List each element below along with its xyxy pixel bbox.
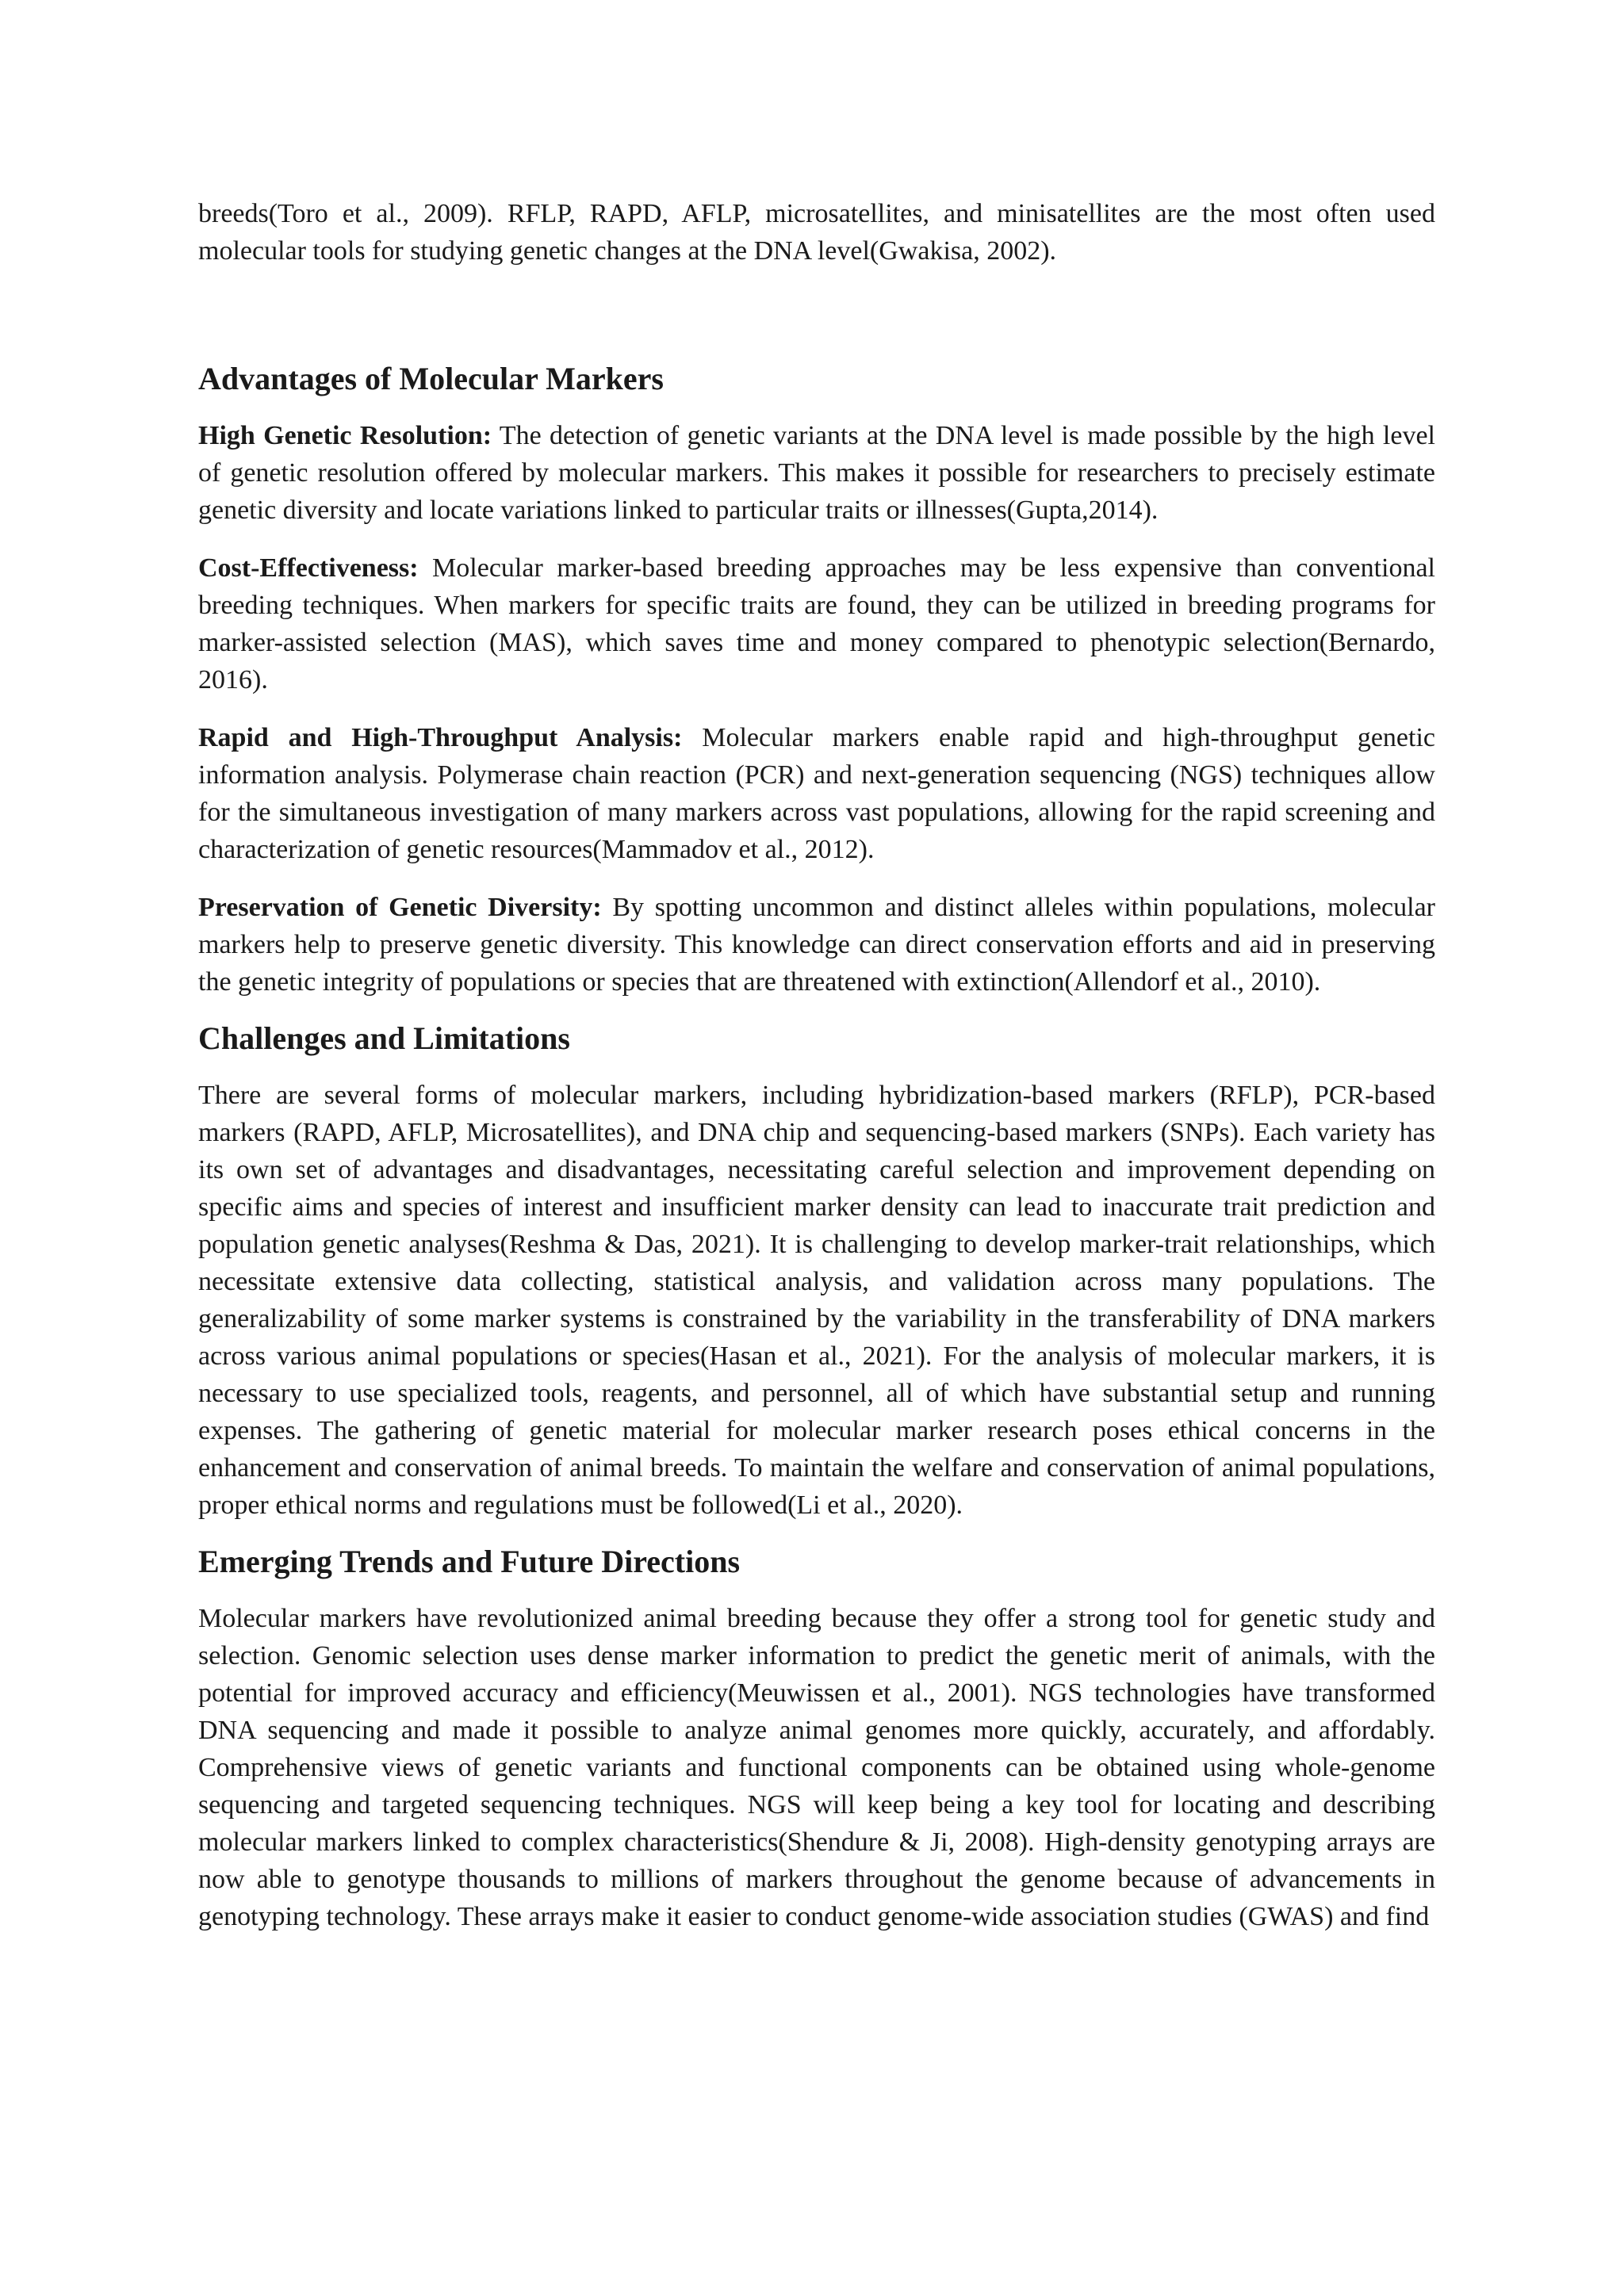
advantage-text: By spotting uncommon and distinct alleles within populations, molecular markers help to preserve genetic diversity. This knowledge can direct conservation efforts and aid in preserving the genetic integrity of populations or species that are threatened with extinction(Allendorf et al., 2010).	[198, 893, 1435, 997]
advantages-heading: Advantages of Molecular Markers	[198, 361, 664, 396]
advantage-text: Molecular markers enable rapid and high-throughput genetic information analysis. Polymerase chain reaction (PCR) and next-generation sequencing (NGS) techniques allow for the simultaneous investigation of many markers across vast populations, allowing for the rapid screening and characterization of genetic resources(Mammadov et al., 2012).	[198, 723, 1435, 864]
advantage-lead: Cost-Effectiveness:	[198, 553, 419, 583]
advantage-preservation-diversity	[198, 889, 1435, 1001]
advantage-high-genetic-resolution	[198, 417, 1435, 529]
challenges-paragraph: There are several forms of molecular markers, including hybridization-based markers (RFLP), PCR-based markers (RAPD, AFLP, Microsatellites), and DNA chip and sequencing-based markers (SNPs). Each variety has its own set of advantages and disadvantages, necessitating careful selection and improvement depending on specific aims and species of interest and insufficient marker density can lead to inaccurate trait prediction and population genetic analyses(Reshma & Das, 2021). It is challenging to develop marker-trait relationships, which necessitate extensive data collecting, statistical analysis, and validation across many populations. The generalizability of some marker systems is constrained by the variability in the transferability of DNA markers across various animal populations or species(Hasan et al., 2021). For the analysis of molecular markers, it is necessary to use specialized tools, reagents, and personnel, all of which have substantial setup and running expenses. The gathering of genetic material for molecular marker research poses ethical concerns in the enhancement and conservation of animal breeds. To maintain the welfare and conservation of animal populations, proper ethical norms and regulations must be followed(Li et al., 2020).	[198, 1081, 1435, 1520]
challenges-heading: Challenges and Limitations	[198, 1020, 570, 1056]
intro-paragraph: breeds(Toro et al., 2009). RFLP, RAPD, AFLP, microsatellites, and minisatellites are the most often used molecular tools for studying genetic changes at the DNA level(Gwakisa, 2002).	[198, 199, 1435, 266]
advantage-rapid-high-throughput	[198, 719, 1435, 868]
advantage-cost-effectiveness	[198, 549, 1435, 698]
trends-heading: Emerging Trends and Future Directions	[198, 1544, 741, 1579]
advantage-text: The detection of genetic variants at the DNA level is made possible by the high level of genetic resolution offered by molecular markers. This makes it possible for researchers to precisely estimate genetic diversity and locate variations linked to particular traits or illnesses(Gupta,2014).	[198, 421, 1436, 525]
advantage-lead: Rapid and High-Throughput Analysis:	[198, 723, 683, 752]
advantage-lead: Preservation of Genetic Diversity:	[198, 893, 602, 922]
advantage-text: Molecular marker-based breeding approaches may be less expensive than conventional breeding techniques. When markers for specific traits are found, they can be utilized in breeding programs for marker-assisted selection (MAS), which saves time and money compared to phenotypic selection(Bernardo, 2016).	[198, 553, 1435, 695]
advantage-lead: High Genetic Resolution:	[198, 421, 492, 450]
trends-paragraph: Molecular markers have revolutionized animal breeding because they offer a strong tool for genetic study and selection. Genomic selection uses dense marker information to predict the genetic merit of animals, with the potential for improved accuracy and efficiency(Meuwissen et al., 2001). NGS technologies have transformed DNA sequencing and made it possible to analyze animal genomes more quickly, accurately, and affordably. Comprehensive views of genetic variants and functional components can be obtained using whole-genome sequencing and targeted sequencing techniques. NGS will keep being a key tool for locating and describing molecular markers linked to complex characteristics(Shendure & Ji, 2008). High-density genotyping arrays are now able to genotype thousands to millions of markers throughout the genome because of advancements in genotyping technology. These arrays make it easier to conduct genome-wide association studies (GWAS) and find	[198, 1604, 1435, 1931]
document-page	[198, 195, 1435, 1935]
